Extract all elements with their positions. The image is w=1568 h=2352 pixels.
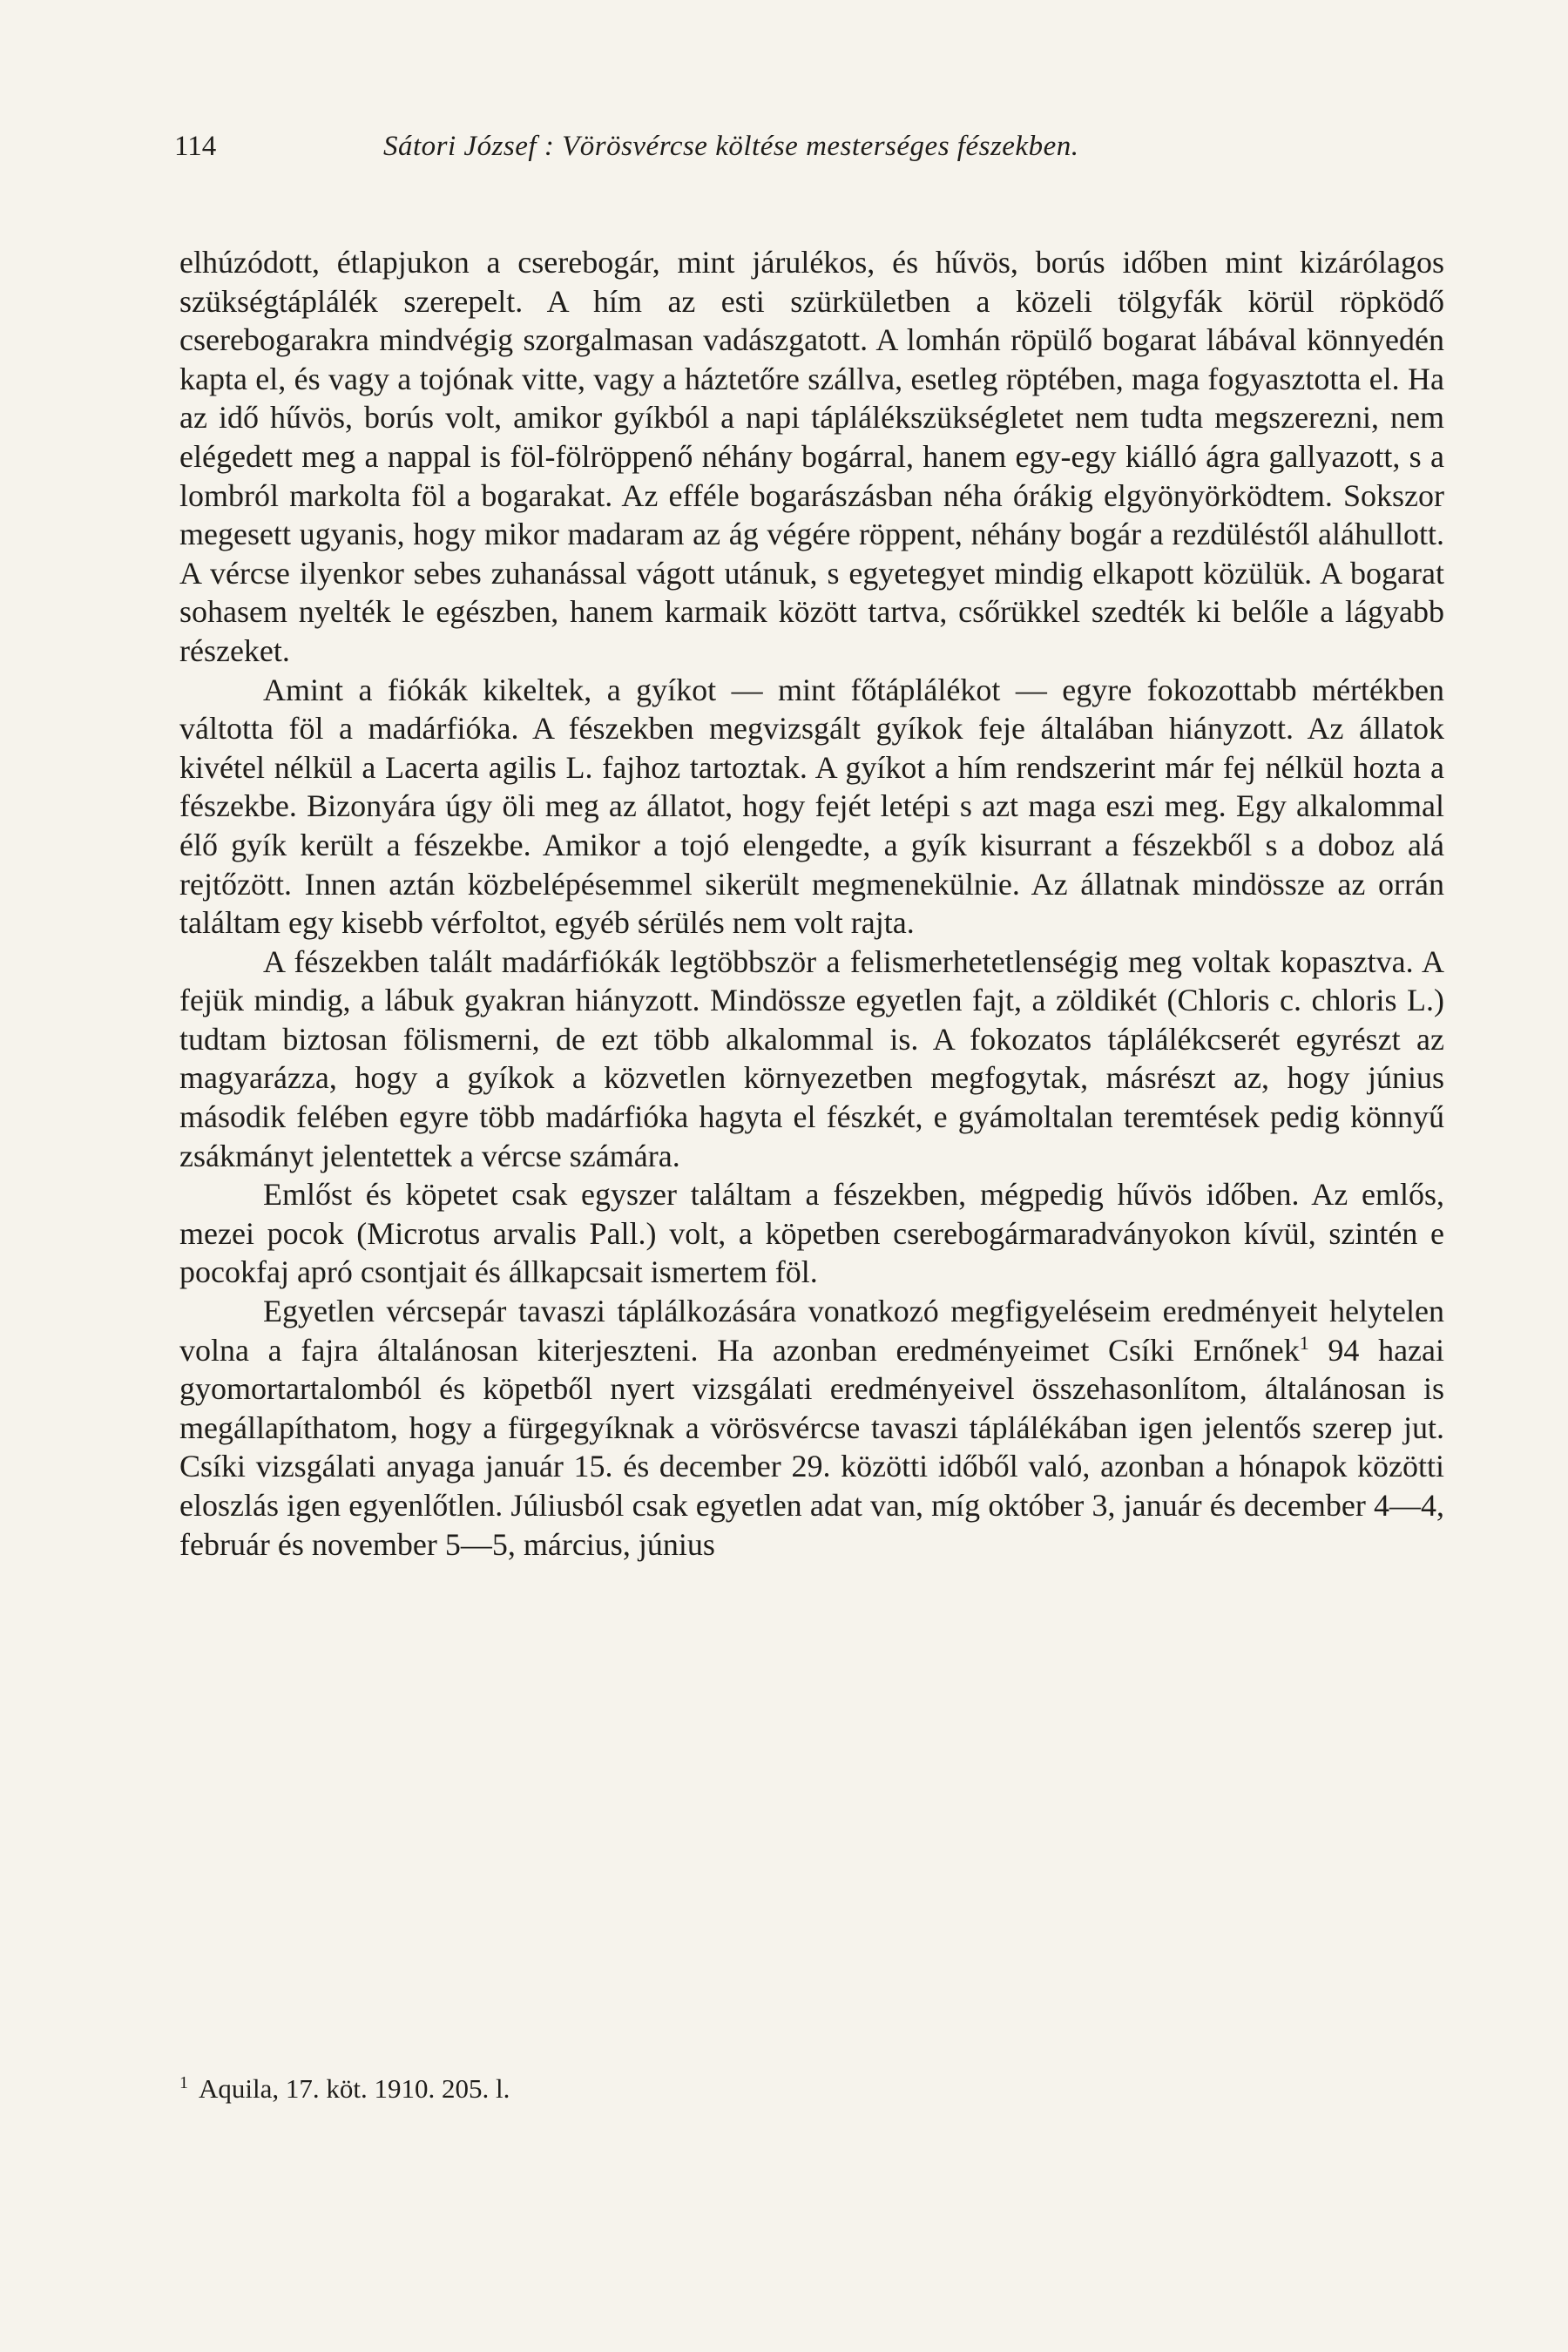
footnote-mark: 1 [179,2072,188,2092]
paragraph-5-text-a: Egyetlen vércsepár tavaszi táplálkozására vonatkozó megfigyeléseim eredményeit helytelen volna a fajra általánosan kiterjeszteni. Ha azonban eredményeimet Csíki Ernőnek [179,1294,1444,1368]
paragraph-5-text-b: 94 hazai gyomortartalomból és köpetből nyert vizsgálati eredményeivel összehasonlítom, általánosan is megállapíthatom, hogy a fürgegyíknak a vörösvércse tavaszi táplálékában igen jelentős szerep jut. Csíki vizsgálati anyaga január 15. és december 29. közötti időből való, azonban a hónapok közötti eloszlás igen egyenlőtlen. Júliusból csak egyetlen adat van, míg október 3, január és december 4—4, február és november 5—5, március, június [179,1332,1445,1562]
body-text [179,243,1444,1564]
paragraph-5 [179,1292,1444,1564]
footnote [179,2072,1444,2106]
page-number: 114 [174,131,217,162]
paragraph-1: elhúzódott, étlapjukon a cserebogár, mint járulékos, és hűvös, borús időben mint kizárólagos szükségtáplálék szerepelt. A hím az esti szürkületben a közeli tölgyfák körül röpködő cserebogarakra mindvégig szorgalmasan vadászgatott. A lomhán röpülő bogarat lábával könnyedén kapta el, és vagy a tojónak vitte, vagy a háztetőre szállva, esetleg röptében, maga fogyasztotta el. Ha az idő hűvös, borús volt, amikor gyíkból a napi táplálékszükségletet nem tudta megszerezni, nem elégedett meg a nappal is föl-fölröppenő néhány bogárral, hanem egy-egy kiálló ágra gallyazott, s a lombról markolta föl a bogarakat. Az efféle bogarászásban néha órákig elgyönyörködtem. Sokszor megesett ugyanis, hogy mikor madaram az ág végére röppent, néhány bogár a rezdüléstől aláhullott. A vércse ilyenkor sebes zuhanással vágott utánuk, s egyetegyet mindig elkapott közülük. A bogarat sohasem nyelték le egészben, hanem karmaik között tartva, csőrükkel szedték ki belőle a lágyabb részeket. [179,245,1444,668]
paragraph-2: Amint a fiókák kikeltek, a gyíkot — mint főtáplálékot — egyre fokozottabb mértékben váltotta föl a madárfióka. A fészekben megvizsgált gyíkok feje általában hiányzott. Az állatok kivétel nélkül a Lacerta agilis L. fajhoz tartoztak. A gyíkot a hím rendszerint már fej nélkül hozta a fészekbe. Bizonyára úgy öli meg az állatot, hogy fejét letépi s azt maga eszi meg. Egy alkalommal élő gyík került a fészekbe. Amikor a tojó elengedte, a gyík kisurrant a fészekből s a doboz alá rejtőzött. Innen aztán közbelépésemmel sikerült megmenekülnie. Az állatnak mindössze az orrán találtam egy kisebb vérfoltot, egyéb sérülés nem volt rajta. [179,672,1444,941]
running-title: Sátori József : Vörösvércse költése mesterséges fészekben. [383,131,1079,162]
footnote-text: Aquila, 17. köt. 1910. 205. l. [199,2073,510,2104]
paragraph-4: Emlőst és köpetet csak egyszer találtam a fészekben, mégpedig hűvös időben. Az emlős, mezei pocok (Microtus arvalis Pall.) volt, a köpetben cserebogármaradványokon kívül, szintén e pocokfaj apró csontjait és állkapcsait ismertem föl. [179,1177,1444,1290]
paragraph-3: A fészekben talált madárfiókák legtöbbször a felismerhetetlenségig meg voltak kopasztva. A fejük mindig, a lábuk gyakran hiányzott. Mindössze egyetlen fajt, a zöldikét (Chloris c. chloris L.) tudtam biztosan fölismerni, de ezt több alkalommal is. A fokozatos táplálékcserét egyrészt az magyarázza, hogy a gyíkok a közvetlen környezetben megfogytak, másrészt az, hogy június második felében egyre több madárfióka hagyta el fészkét, e gyámoltalan teremtések pedig könnyű zsákmányt jelentettek a vércse számára. [179,943,1444,1173]
footnote-reference[interactable]: 1 [1299,1331,1309,1354]
